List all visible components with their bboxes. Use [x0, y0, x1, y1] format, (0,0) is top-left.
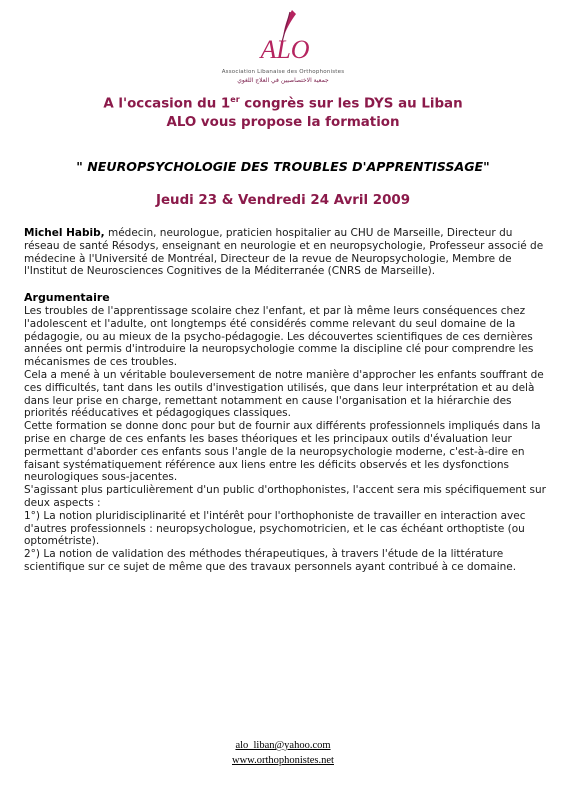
logo-text: ALO [260, 35, 310, 64]
paragraph: Cela a mené à un véritable bouleversement de notre manière d'approcher les enfants souffrant de ces difficultés, tant dans les outils d'investigation utilisés, que dans leur interprétation et au delà dans leur prise en charge, remettant notamment en cause l'organisation et la hiérarchie des priorités rééducatives et pédagogiques classiques. [24, 368, 544, 420]
paragraph: S'agissant plus particulièrement d'un public d'orthophonistes, l'accent sera mis spécifiquement sur deux aspects : [24, 484, 546, 509]
email-link[interactable]: alo_liban@yahoo.com [235, 740, 331, 751]
argumentaire-text [24, 305, 550, 574]
paragraph: Les troubles de l'apprentissage scolaire chez l'enfant, et par là même leurs conséquences chez l'adolescent et l'adulte, ont longtemps été considérés comme relevant du seul domaine de la pédagogie, ou au mieux de la psycho-pédagogie. Les découvertes scientifiques de ces dernières années ont permis d'introduire la neuropsychologie comme la discipline clé pour comprendre les mécanismes de ces troubles. [24, 305, 534, 369]
association-name: Association Libanaise des Orthophonistes [221, 69, 345, 75]
argumentaire-heading: Argumentaire [24, 291, 110, 304]
paragraph: Cette formation se donne donc pour but de fournir aux différents professionnels impliqués dans la prise en charge de ces enfants les bases théoriques et les principaux outils d'évaluation leur permettant d'aborder ces enfants sous l'angle de la neuropsychologie moderne, c'est-à-dire en faisant systématiquement référence aux liens entre les déficits observés et les dysfonctions neurologiques sous-jacentes. [24, 420, 541, 484]
course-title: " NEUROPSYCHOLOGIE DES TROUBLES D'APPRENTISSAGE" [76, 159, 490, 174]
alo-logo [240, 8, 330, 64]
website-link[interactable]: www.orthophonistes.net [232, 755, 334, 766]
paragraph: 1°) La notion pluridisciplinarité et l'intérêt pour l'orthophoniste de travailler en interaction avec d'autres professionnels : neuropsychologue, psychomotricien, et le cas échéant orthoptiste (ou optométriste). [24, 509, 526, 548]
association-name-arabic: جمعية الاختصاصيين في العلاج اللغوي [237, 77, 329, 84]
paragraph: 2°) La notion de validation des méthodes thérapeutiques, à travers l'étude de la littérature scientifique sur ce sujet de même que des travaux personnels ayant contribué à ce domaine. [24, 548, 517, 573]
author-bio: Michel Habib, médecin, neurologue, praticien hospitalier au CHU de Marseille, Directeur du réseau de santé Résodys, enseignant en neurologie et en neuropsychologie, Professeur associé de médecine à l'Université de Montréal, Directeur de la revue de Neuropsychologie, Membre de l'Institut de Neurosciences Cognitives de la Méditerranée (CNRS de Marseille). [24, 227, 544, 278]
headline-line1: A l'occasion du 1er congrès sur les DYS au Liban [103, 95, 463, 112]
author-name: Michel Habib, [24, 227, 105, 239]
course-date: Jeudi 23 & Vendredi 24 Avril 2009 [155, 193, 411, 208]
headline-line2: ALO vous propose la formation [166, 115, 400, 130]
